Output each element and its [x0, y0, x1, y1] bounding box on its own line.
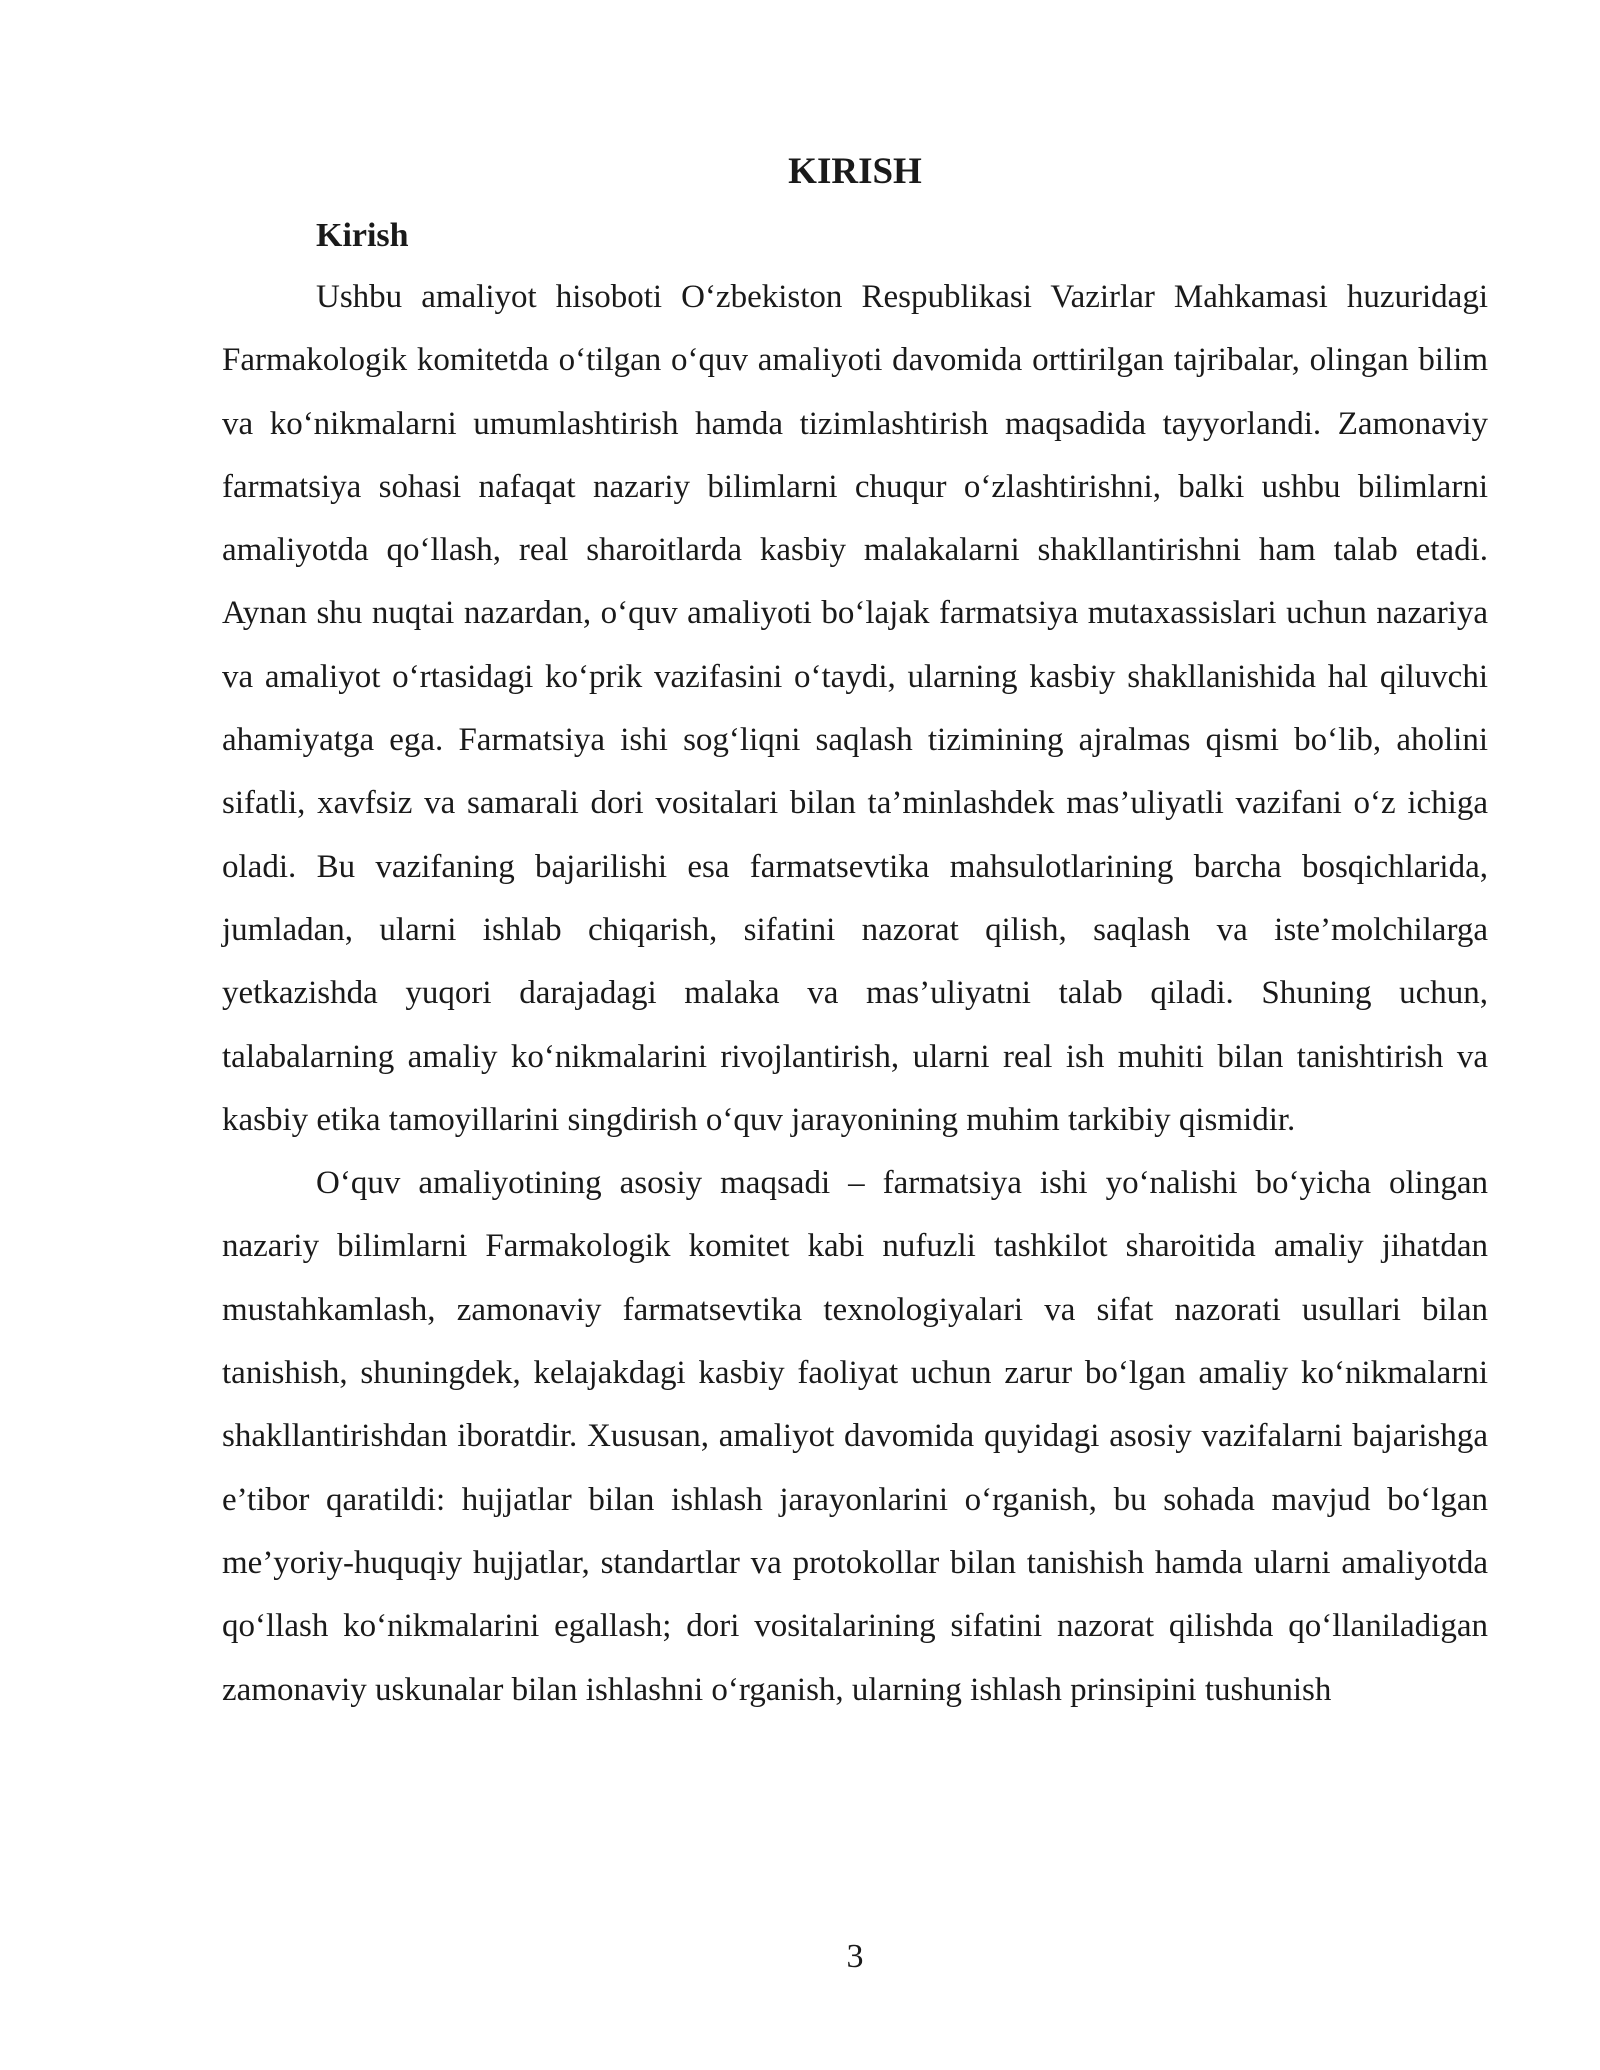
body-paragraph-1: Ushbu amaliyot hisoboti O‘zbekiston Respublikasi Vazirlar Mahkamasi huzuridagi Farmakologik komitetda o‘tilgan o‘quv amaliyoti davomida orttirilgan tajribalar, olingan bilim va ko‘nikmalarni umumlashtirish hamda tizimlashtirish maqsadida tayyorlandi. Zamonaviy farmatsiya sohasi nafaqat nazariy bilimlarni chuqur o‘zlashtirishni, balki ushbu bilimlarni amaliyotda qo‘llash, real sharoitlarda kasbiy malakalarni shakllantirishni ham talab etadi. Aynan shu nuqtai nazardan, o‘quv amaliyoti bo‘lajak farmatsiya mutaxassislari uchun nazariya va amaliyot o‘rtasidagi ko‘prik vazifasini o‘taydi, ularning kasbiy shakllanishida hal qiluvchi ahamiyatga ega. Farmatsiya ishi sog‘liqni saqlash tizimining ajralmas qismi bo‘lib, aholini sifatli, xavfsiz va samarali dori vositalari bilan ta’minlashdek mas’uliyatli vazifani o‘z ichiga oladi. Bu vazifaning bajarilishi esa farmatsevtika mahsulotlarining barcha bosqichlarida, jumladan, ularni ishlab chiqarish, sifatini nazorat qilish, saqlash va iste’molchilarga yetkazishda yuqori darajadagi malaka va mas’uliyatni talab qiladi. Shuning uchun, talabalarning amaliy ko‘nikmalarini rivojlantirish, ularni real ish muhiti bilan tanishtirish va kasbiy etika tamoyillarini singdirish o‘quv jarayonining muhim tarkibiy qismidir. — [222, 279, 1488, 1138]
document-page — [222, 148, 1488, 1722]
page-title: KIRISH — [788, 151, 922, 192]
body-paragraph-2: O‘quv amaliyotining asosiy maqsadi – farmatsiya ishi yo‘nalishi bo‘yicha olingan nazariy bilimlarni Farmakologik komitet kabi nufuzli tashkilot sharoitida amaliy jihatdan mustahkamlash, zamonaviy farmatsevtika texnologiyalari va sifat nazorati usullari bilan tanishish, shuningdek, kelajakdagi kasbiy faoliyat uchun zarur bo‘lgan amaliy ko‘nikmalarni shakllantirishdan iboratdir. Xususan, amaliyot davomida quyidagi asosiy vazifalarni bajarishga e’tibor qaratildi: hujjatlar bilan ishlash jarayonlarini o‘rganish, bu sohada mavjud bo‘lgan me’yoriy-huquqiy hujjatlar, standartlar va protokollar bilan tanishish hamda ularni amaliyotda qo‘llash ko‘nikmalarini egallash; dori vositalarining sifatini nazorat qilishda qo‘llaniladigan zamonaviy uskunalar bilan ishlashni o‘rganish, ularning ishlash prinsipini tushunish — [222, 1165, 1488, 1708]
section-heading: Kirish — [316, 217, 409, 254]
page-number: 3 — [846, 1938, 864, 1975]
